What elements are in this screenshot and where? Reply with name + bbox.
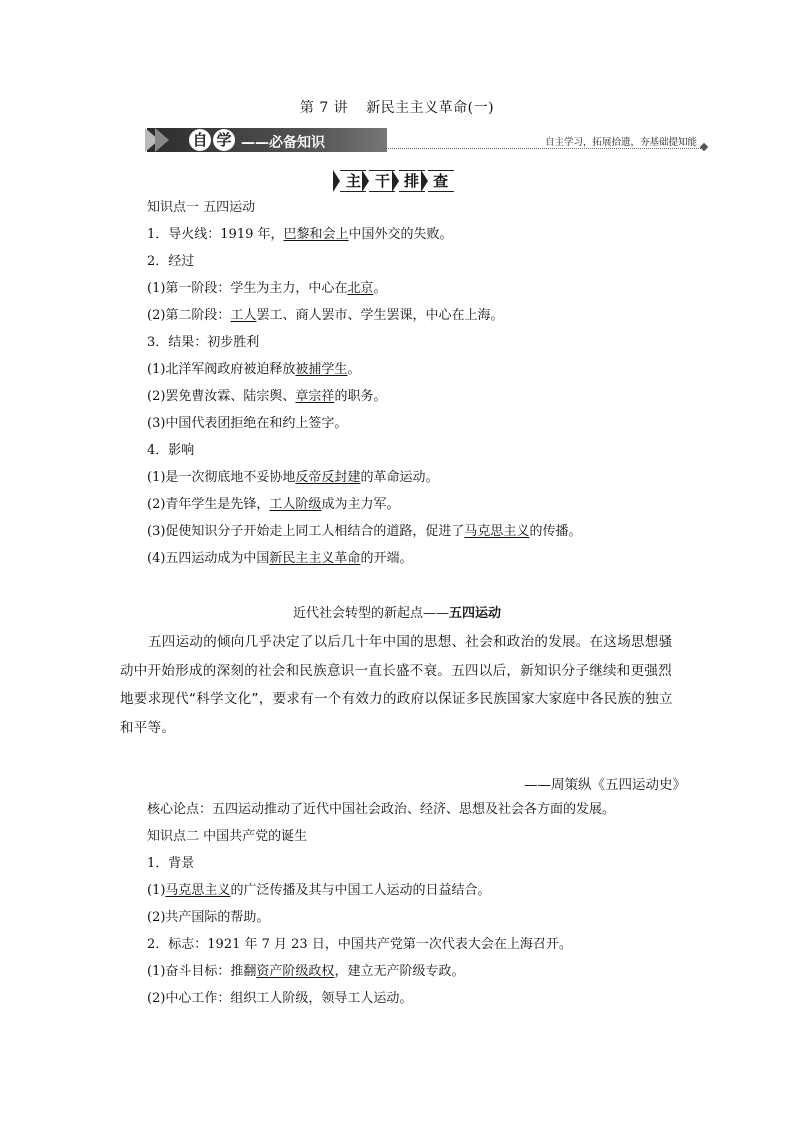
section-banner bbox=[147, 124, 707, 156]
banner-dotted-rule bbox=[383, 148, 701, 149]
kp1-heading: 知识点一 五四运动 bbox=[147, 200, 256, 215]
underlined-term: 资产阶级政权 bbox=[256, 964, 335, 979]
reading-paragraph: 五四运动的倾向几乎决定了以后几十年中国的思想、社会和政治的发展。在这场思想骚动中开始形成的深刻的社会和民族意识一直长盛不衰。五四以后，新知识分子继续和更强烈地要求现代“科学文化”，要求有一个有效力的政府以保证多民族国家大家庭中各民族的独立和平等。 bbox=[120, 634, 673, 736]
underlined-term: 反帝反封建 bbox=[295, 470, 361, 485]
underlined-term: 章宗祥 bbox=[295, 389, 335, 404]
heading-box: 排 bbox=[399, 170, 425, 192]
kp1-item3: 3．结果：初步胜利 bbox=[147, 335, 260, 350]
underlined-term: 工人阶级 bbox=[269, 497, 322, 512]
kp1-item4-1: (1)是一次彻底地不妥协地反帝反封建的革命运动。 bbox=[147, 470, 439, 485]
underlined-term: 被捕学生 bbox=[295, 362, 348, 377]
diamond-icon bbox=[700, 143, 708, 151]
kp1-item2: 2．经过 bbox=[147, 254, 195, 269]
reading-title: 近代社会转型的新起点——五四运动 bbox=[292, 606, 502, 621]
lesson-name: 新民主主义革命(一) bbox=[366, 100, 495, 116]
kp1-item4-4: (4)五四运动成为中国新民主主义革命的开端。 bbox=[147, 551, 413, 566]
underlined-term: 马克思主义 bbox=[464, 524, 530, 539]
kp2-item2: 2．标志：1921 年 7 月 23 日，中国共产党第一次代表大会在上海召开。 bbox=[147, 937, 572, 952]
kp1-item2-1: (1)第一阶段：学生为主力，中心在北京。 bbox=[147, 281, 387, 296]
kp1-item4-2: (2)青年学生是先锋，工人阶级成为主力军。 bbox=[147, 497, 400, 512]
reading-source: ——周策纵《五四运动史》 bbox=[524, 777, 686, 793]
banner-subtitle: 自主学习，拓展拾遗，夯基础提知能 bbox=[544, 137, 697, 148]
core-argument: 核心论点：五四运动推动了近代中国社会政治、经济、思想及社会各方面的发展。 bbox=[147, 802, 616, 817]
kp1-item2-2: (2)第二阶段：工人罢工、商人罢市、学生罢课，中心在上海。 bbox=[147, 308, 504, 323]
kp2-heading: 知识点二 中国共产党的诞生 bbox=[147, 829, 308, 844]
underlined-term: 北京 bbox=[347, 281, 374, 296]
kp1-item4-3: (3)促使知识分子开始走上同工人相结合的道路，促进了马克思主义的传播。 bbox=[147, 524, 582, 539]
section-heading-boxes bbox=[0, 170, 794, 192]
underlined-term: 工人 bbox=[230, 308, 257, 323]
heading-box: 干 bbox=[369, 170, 395, 192]
lesson-title bbox=[0, 97, 794, 117]
kp1-item3-1: (1)北洋军阀政府被迫释放被捕学生。 bbox=[147, 362, 361, 377]
kp1-item3-2: (2)罢免曹汝霖、陆宗舆、章宗祥的职务。 bbox=[147, 389, 387, 404]
kp2-item2-1: (1)奋斗目标：推翻资产阶级政权，建立无产阶级专政。 bbox=[147, 964, 465, 979]
heading-box: 主 bbox=[340, 170, 366, 192]
banner-label: ——必备知识 bbox=[241, 135, 325, 151]
kp1-item3-3: (3)中国代表团拒绝在和约上签字。 bbox=[147, 416, 348, 431]
kp2-item1-2: (2)共产国际的帮助。 bbox=[147, 910, 270, 925]
kp2-item1: 1．背景 bbox=[147, 856, 195, 871]
chevron-icon bbox=[155, 128, 169, 152]
kp1-item1: 1．导火线：1919 年，巴黎和会上中国外交的失败。 bbox=[147, 227, 453, 242]
banner-char-1: 自 bbox=[189, 129, 211, 151]
underlined-term: 新民主主义革命 bbox=[269, 551, 361, 566]
kp2-item1-1: (1)马克思主义的广泛传播及其与中国工人运动的日益结合。 bbox=[147, 883, 491, 898]
kp2-item2-2: (2)中心工作：组织工人阶级，领导工人运动。 bbox=[147, 991, 413, 1006]
kp1-item4: 4．影响 bbox=[147, 443, 195, 458]
underlined-term: 马克思主义 bbox=[165, 883, 231, 898]
heading-box: 查 bbox=[428, 170, 454, 192]
underlined-term: 巴黎和会上 bbox=[283, 227, 349, 242]
lesson-number: 第 7 讲 bbox=[299, 100, 349, 116]
banner-char-2: 学 bbox=[213, 129, 235, 151]
